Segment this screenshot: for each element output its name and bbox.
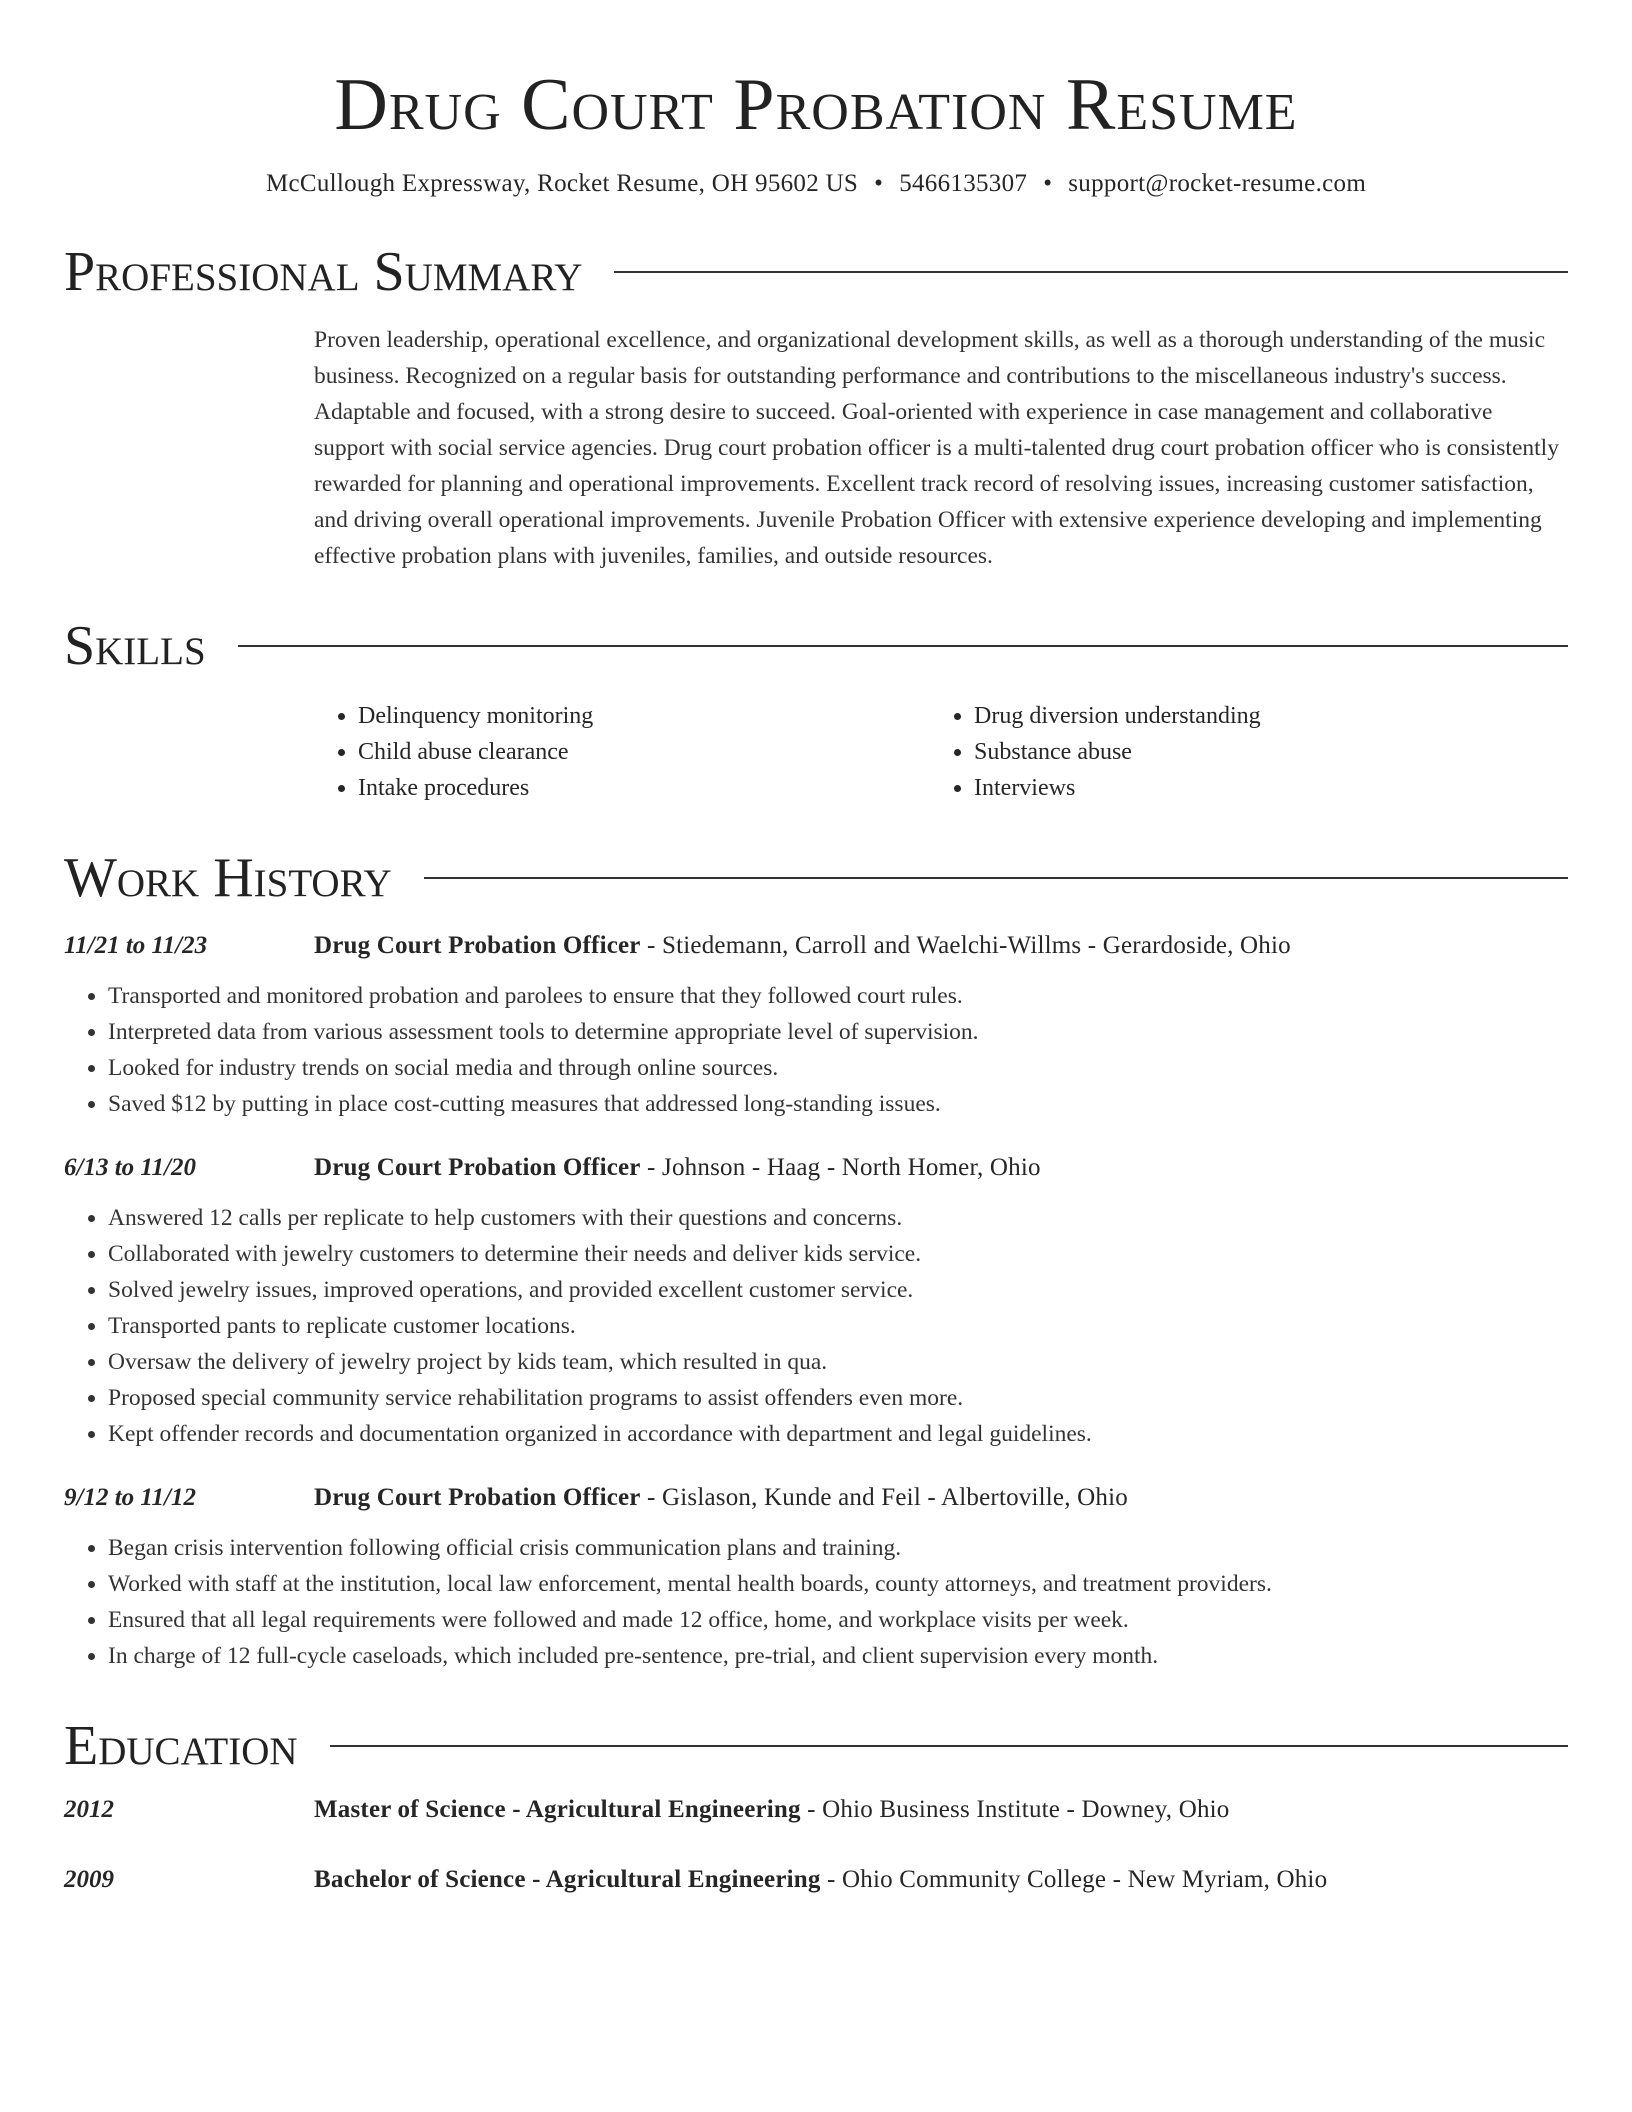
section-divider — [614, 271, 1568, 273]
job-details: - Stiedemann, Carroll and Waelchi-Willms - Gerardoside, Ohio — [640, 932, 1291, 959]
skill-item: • Drug diversion understanding — [974, 698, 1546, 734]
job-entry — [64, 1480, 1568, 1674]
resume-title: Drug Court Probation Resume — [334, 64, 1298, 146]
job-bullets — [64, 1530, 1568, 1674]
job-dates: 11/21 to 11/23 — [64, 932, 208, 959]
summary-heading: Professional Summary — [64, 241, 583, 303]
job-details: - Gislason, Kunde and Feil - Albertoville, Ohio — [640, 1484, 1128, 1511]
education-line — [314, 1792, 1230, 1828]
job-header — [64, 1480, 1568, 1516]
job-bullet: • Transported and monitored probation and parolees to ensure that they followed court rules. — [108, 978, 1568, 1014]
section-divider — [424, 877, 1568, 879]
job-bullet: • Solved jewelry issues, improved operations, and provided excellent customer service. — [108, 1272, 1568, 1308]
education-degree: Master of Science - Agricultural Engineering — [314, 1796, 801, 1823]
contact-separator: • — [874, 170, 884, 197]
job-bullet: • Transported pants to replicate customer locations. — [108, 1308, 1568, 1344]
job-bullet: • Proposed special community service rehabilitation programs to assist offenders even more. — [108, 1380, 1568, 1416]
job-bullet: • Interpreted data from various assessment tools to determine appropriate level of supervision. — [108, 1014, 1568, 1050]
job-bullet: • Began crisis intervention following official crisis communication plans and training. — [108, 1530, 1568, 1566]
education-line — [314, 1862, 1327, 1898]
section-divider — [330, 1745, 1568, 1747]
education-details: - Ohio Business Institute - Downey, Ohio — [800, 1796, 1230, 1823]
skills-column-left — [314, 698, 930, 806]
job-line — [314, 1150, 1041, 1186]
skill-item: • Delinquency monitoring — [358, 698, 930, 734]
skill-item: • Child abuse clearance — [358, 734, 930, 770]
summary-section-header — [64, 242, 1568, 302]
job-line — [314, 1480, 1128, 1516]
education-degree: Bachelor of Science - Agricultural Engineering — [314, 1866, 821, 1893]
job-bullet: • In charge of 12 full-cycle caseloads, which included pre-sentence, pre-trial, and client supervision every month. — [108, 1638, 1568, 1674]
skill-item: • Intake procedures — [358, 770, 930, 806]
skill-item: • Substance abuse — [974, 734, 1546, 770]
education-section-header — [64, 1716, 1568, 1776]
skills-list — [314, 698, 1568, 806]
job-bullet: • Ensured that all legal requirements were followed and made 12 office, home, and workplace visits per week. — [108, 1602, 1568, 1638]
job-title: Drug Court Probation Officer — [314, 932, 641, 959]
job-bullet: • Kept offender records and documentation organized in accordance with department and legal guidelines. — [108, 1416, 1568, 1452]
skills-heading: Skills — [64, 615, 206, 677]
job-details: - Johnson - Haag - North Homer, Ohio — [640, 1154, 1041, 1181]
skills-column-right — [930, 698, 1546, 806]
job-line — [314, 928, 1291, 964]
summary-text: Proven leadership, operational excellence, and organizational development skills, as well as a thorough understanding of the music business. Recognized on a regular basis for outstanding performance and contributions to the miscellaneous industry's success. Adaptable and focused, with a strong desire to succeed. Goal-oriented with experience in case management and collaborative support with social service agencies. Drug court probation officer is a multi-talented drug court probation officer who is consistently rewarded for planning and operational improvements. Excellent track record of resolving issues, increasing customer satisfaction, and driving overall operational improvements. Juvenile Probation Officer with extensive experience developing and implementing effective probation plans with juveniles, families, and outside resources. — [314, 327, 1559, 569]
job-bullet: • Answered 12 calls per replicate to help customers with their questions and concerns. — [108, 1200, 1568, 1236]
job-entry — [64, 1150, 1568, 1452]
education-entry — [64, 1792, 1568, 1828]
education-year: 2012 — [64, 1796, 114, 1823]
job-bullet: • Collaborated with jewelry customers to determine their needs and deliver kids service. — [108, 1236, 1568, 1272]
job-bullet: • Oversaw the delivery of jewelry project by kids team, which resulted in qua. — [108, 1344, 1568, 1380]
education-details: - Ohio Community College - New Myriam, Ohio — [820, 1866, 1328, 1893]
section-divider — [238, 645, 1568, 647]
job-bullet: • Looked for industry trends on social media and through online sources. — [108, 1050, 1568, 1086]
job-entry — [64, 928, 1568, 1122]
contact-separator: • — [1043, 170, 1053, 197]
job-header — [64, 1150, 1568, 1186]
contact-email: support@rocket-resume.com — [1068, 170, 1367, 197]
contact-line — [64, 168, 1568, 200]
job-title: Drug Court Probation Officer — [314, 1154, 641, 1181]
work-heading: Work History — [64, 847, 392, 909]
job-header — [64, 928, 1568, 964]
education-entry — [64, 1862, 1568, 1898]
skills-section-header — [64, 616, 1568, 676]
job-dates: 6/13 to 11/20 — [64, 1154, 196, 1181]
education-year: 2009 — [64, 1866, 114, 1893]
job-bullets — [64, 978, 1568, 1122]
job-bullet: • Saved $12 by putting in place cost-cutting measures that addressed long-standing issues. — [108, 1086, 1568, 1122]
job-dates: 9/12 to 11/12 — [64, 1484, 196, 1511]
job-bullets — [64, 1200, 1568, 1452]
job-title: Drug Court Probation Officer — [314, 1484, 641, 1511]
contact-address: McCullough Expressway, Rocket Resume, OH 95602 US — [265, 170, 859, 197]
work-section-header — [64, 848, 1568, 908]
contact-phone: 5466135307 — [899, 170, 1028, 197]
job-bullet: • Worked with staff at the institution, local law enforcement, mental health boards, county attorneys, and treatment providers. — [108, 1566, 1568, 1602]
education-heading: Education — [64, 1715, 298, 1777]
skill-item: • Interviews — [974, 770, 1546, 806]
